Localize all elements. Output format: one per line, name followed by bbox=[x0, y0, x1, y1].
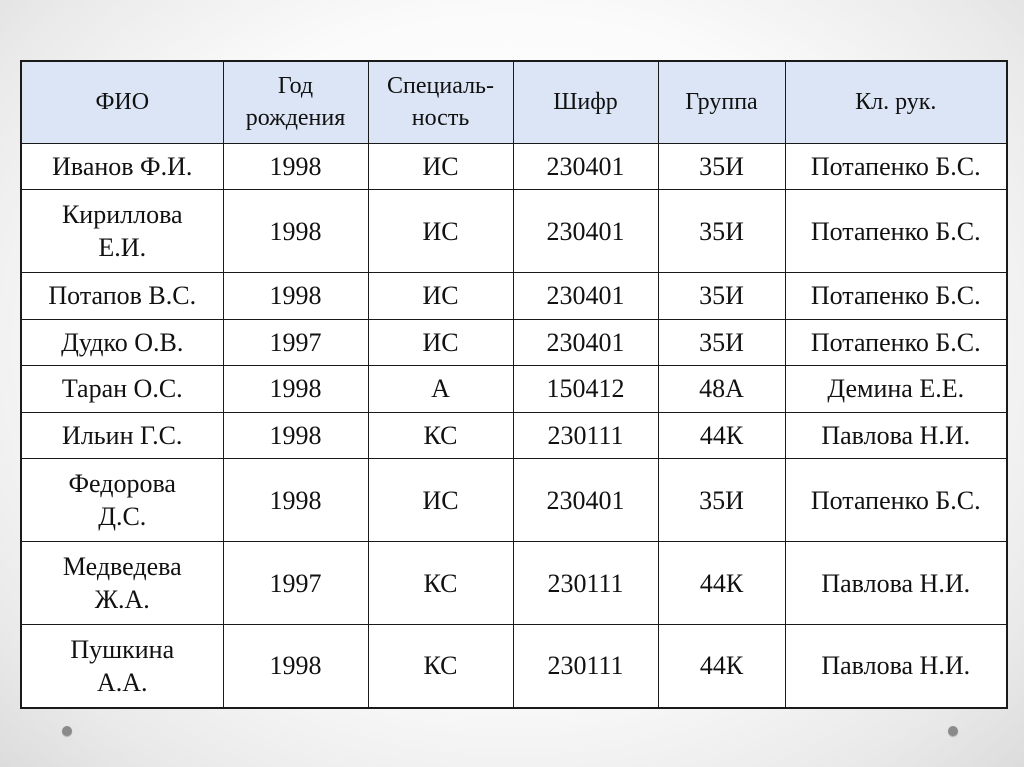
cell-birth-year bbox=[223, 542, 368, 625]
cell-specialty bbox=[368, 542, 513, 625]
cell-text: Павлова Н.И. bbox=[821, 420, 971, 450]
cell-birth-year bbox=[223, 625, 368, 708]
cell-code bbox=[513, 366, 658, 413]
cell-text: Павлова Н.И. bbox=[821, 651, 971, 681]
cell-group bbox=[658, 412, 785, 459]
cell-fio bbox=[21, 190, 223, 273]
table-header-row bbox=[21, 61, 1007, 143]
table-row bbox=[21, 143, 1007, 190]
cell-fio bbox=[21, 143, 223, 190]
cell-curator bbox=[785, 625, 1007, 708]
cell-text: ИС bbox=[422, 485, 459, 515]
cell-text: Потапов В.С. bbox=[48, 281, 197, 311]
header-label: Кл. рук. bbox=[855, 89, 937, 116]
cell-text: Федорова Д.С. bbox=[68, 469, 176, 531]
cell-curator bbox=[785, 190, 1007, 273]
cell-fio bbox=[21, 319, 223, 366]
cell-text: 1997 bbox=[269, 568, 322, 598]
cell-text: 230111 bbox=[547, 420, 624, 450]
cell-group bbox=[658, 143, 785, 190]
cell-text: 1998 bbox=[269, 651, 322, 681]
cell-text: 230401 bbox=[546, 485, 625, 515]
cell-specialty bbox=[368, 319, 513, 366]
table-row bbox=[21, 273, 1007, 320]
cell-text: Потапенко Б.С. bbox=[810, 216, 981, 246]
header-code bbox=[513, 61, 658, 143]
cell-text: 44К bbox=[699, 420, 744, 450]
cell-fio bbox=[21, 542, 223, 625]
table-row bbox=[21, 366, 1007, 413]
cell-curator bbox=[785, 542, 1007, 625]
cell-fio bbox=[21, 412, 223, 459]
cell-text: 230111 bbox=[547, 568, 624, 598]
cell-fio bbox=[21, 273, 223, 320]
cell-birth-year bbox=[223, 459, 368, 542]
cell-group bbox=[658, 542, 785, 625]
cell-text: 35И bbox=[699, 327, 744, 357]
cell-text: 1998 bbox=[269, 485, 322, 515]
cell-birth-year bbox=[223, 319, 368, 366]
header-label: Год рождения bbox=[245, 73, 346, 132]
cell-code bbox=[513, 412, 658, 459]
cell-text: 230401 bbox=[546, 327, 625, 357]
cell-text: 1998 bbox=[269, 151, 322, 181]
cell-text: Ильин Г.С. bbox=[62, 420, 183, 450]
slide-corner-dot-left bbox=[62, 726, 72, 736]
cell-text: ИС bbox=[422, 216, 459, 246]
cell-specialty bbox=[368, 625, 513, 708]
cell-text: ИС bbox=[422, 281, 459, 311]
cell-specialty bbox=[368, 366, 513, 413]
cell-text: 1998 bbox=[269, 281, 322, 311]
table-row bbox=[21, 459, 1007, 542]
cell-group bbox=[658, 459, 785, 542]
cell-text: 1998 bbox=[269, 216, 322, 246]
cell-text: Дудко О.В. bbox=[61, 327, 184, 357]
cell-text: ИС bbox=[422, 327, 459, 357]
cell-group bbox=[658, 319, 785, 366]
cell-text: 1998 bbox=[269, 374, 322, 404]
cell-fio bbox=[21, 366, 223, 413]
cell-text: Потапенко Б.С. bbox=[810, 151, 981, 181]
cell-curator bbox=[785, 459, 1007, 542]
cell-code bbox=[513, 542, 658, 625]
cell-text: 230111 bbox=[547, 651, 624, 681]
cell-text: ИС bbox=[422, 151, 459, 181]
students-table bbox=[20, 60, 1008, 709]
cell-curator bbox=[785, 366, 1007, 413]
cell-curator bbox=[785, 273, 1007, 320]
cell-birth-year bbox=[223, 143, 368, 190]
header-label: ФИО bbox=[95, 89, 150, 116]
cell-text: Демина Е.Е. bbox=[827, 374, 965, 404]
cell-text: 44К bbox=[699, 651, 744, 681]
cell-text: КС bbox=[423, 568, 458, 598]
cell-text: 1998 bbox=[269, 420, 322, 450]
cell-curator bbox=[785, 319, 1007, 366]
cell-specialty bbox=[368, 412, 513, 459]
table-row bbox=[21, 625, 1007, 708]
cell-specialty bbox=[368, 273, 513, 320]
cell-code bbox=[513, 273, 658, 320]
cell-text: 230401 bbox=[546, 151, 625, 181]
cell-text: 35И bbox=[699, 151, 744, 181]
cell-text: Потапенко Б.С. bbox=[810, 485, 981, 515]
cell-curator bbox=[785, 412, 1007, 459]
table-row bbox=[21, 190, 1007, 273]
cell-specialty bbox=[368, 459, 513, 542]
cell-text: 150412 bbox=[546, 374, 625, 404]
table-row bbox=[21, 319, 1007, 366]
cell-text: Пушкина А.А. bbox=[70, 634, 175, 697]
cell-text: Потапенко Б.С. bbox=[810, 327, 981, 357]
cell-birth-year bbox=[223, 190, 368, 273]
cell-specialty bbox=[368, 143, 513, 190]
cell-group bbox=[658, 190, 785, 273]
cell-birth-year bbox=[223, 273, 368, 320]
cell-text: 35И bbox=[699, 216, 744, 246]
header-label: Шифр bbox=[553, 89, 618, 116]
cell-group bbox=[658, 273, 785, 320]
cell-text: Таран О.С. bbox=[61, 374, 183, 404]
cell-code bbox=[513, 143, 658, 190]
cell-text: Павлова Н.И. bbox=[821, 568, 971, 598]
cell-text: Медведева Ж.А. bbox=[62, 552, 182, 614]
cell-code bbox=[513, 459, 658, 542]
header-fio bbox=[21, 61, 223, 143]
header-specialty bbox=[368, 61, 513, 143]
cell-text: КС bbox=[423, 651, 458, 681]
table-row bbox=[21, 412, 1007, 459]
cell-text: А bbox=[431, 374, 450, 404]
cell-code bbox=[513, 190, 658, 273]
cell-text: Иванов Ф.И. bbox=[52, 151, 193, 181]
cell-specialty bbox=[368, 190, 513, 273]
cell-text: 230401 bbox=[546, 281, 625, 311]
cell-text: 230401 bbox=[546, 216, 625, 246]
header-birth-year bbox=[223, 61, 368, 143]
cell-fio bbox=[21, 459, 223, 542]
cell-birth-year bbox=[223, 366, 368, 413]
cell-text: 35И bbox=[699, 485, 744, 515]
header-label: Специаль- ность bbox=[387, 73, 494, 132]
slide-corner-dot-right bbox=[948, 726, 958, 736]
cell-text: Потапенко Б.С. bbox=[810, 281, 981, 311]
cell-text: КС bbox=[423, 420, 458, 450]
cell-group bbox=[658, 625, 785, 708]
header-group bbox=[658, 61, 785, 143]
cell-fio bbox=[21, 625, 223, 708]
cell-code bbox=[513, 319, 658, 366]
cell-text: 48А bbox=[699, 374, 744, 404]
cell-text: 35И bbox=[699, 281, 744, 311]
cell-text: 44К bbox=[699, 568, 744, 598]
cell-birth-year bbox=[223, 412, 368, 459]
cell-text: Кириллова Е.И. bbox=[61, 200, 183, 262]
table-body bbox=[21, 143, 1007, 708]
cell-code bbox=[513, 625, 658, 708]
cell-curator bbox=[785, 143, 1007, 190]
header-curator bbox=[785, 61, 1007, 143]
cell-group bbox=[658, 366, 785, 413]
table-row bbox=[21, 542, 1007, 625]
cell-text: 1997 bbox=[269, 327, 322, 357]
header-label: Группа bbox=[685, 89, 758, 116]
